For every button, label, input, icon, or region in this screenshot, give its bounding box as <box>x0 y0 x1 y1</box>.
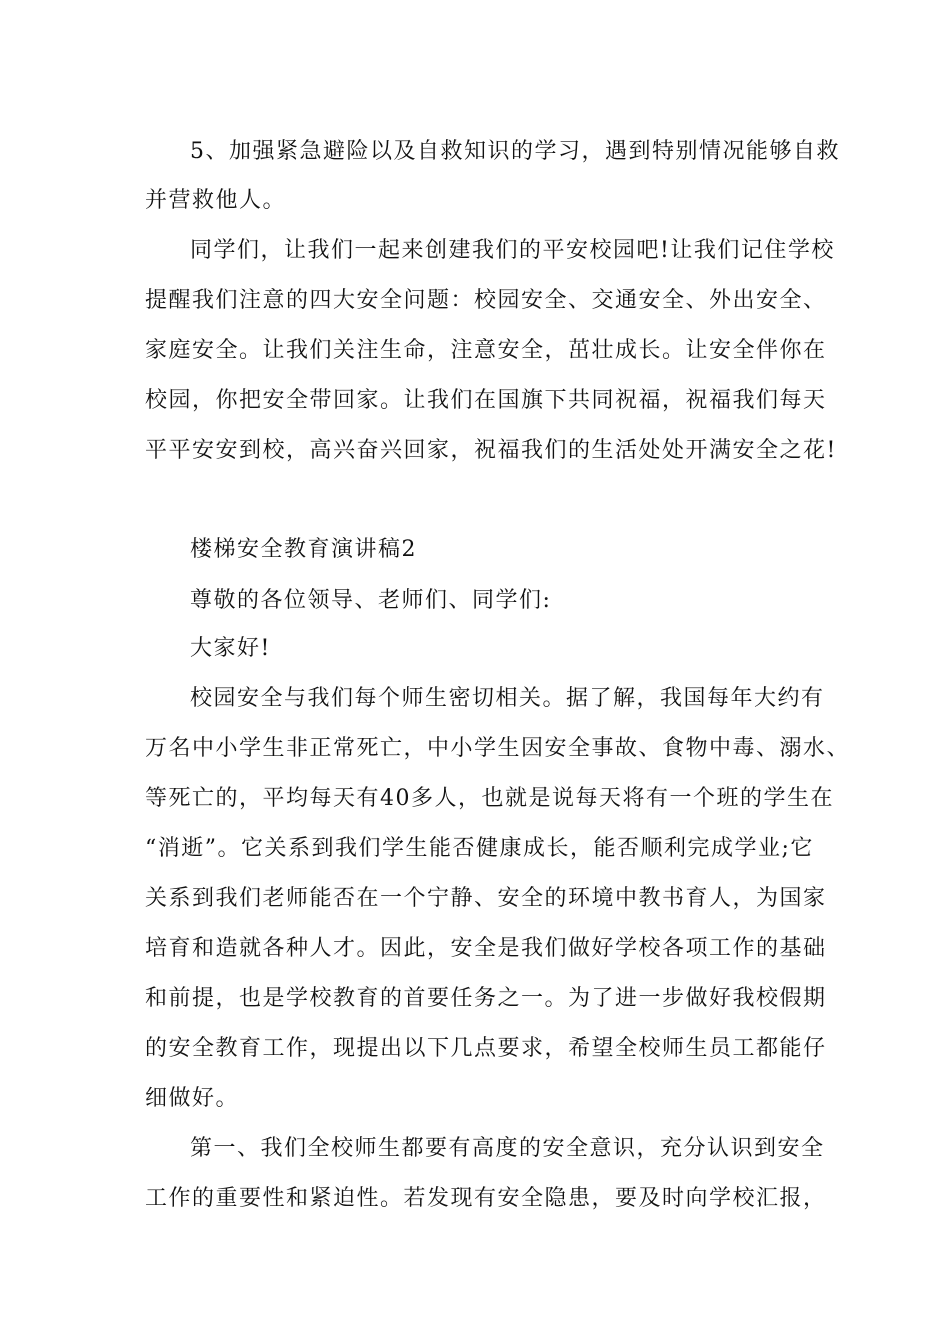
text-line: 万名中小学生非正常死亡，中小学生因安全事故、食物中毒、溺水、 <box>145 736 851 761</box>
text-line: 工作的重要性和紧迫性。若发现有安全隐患，要及时向学校汇报， <box>145 1186 827 1211</box>
text-line: 的安全教育工作，现提出以下几点要求，希望全校师生员工都能仔 <box>145 1036 827 1061</box>
text-line: 同学们，让我们一起来创建我们的平安校园吧!让我们记住学校 <box>190 238 835 263</box>
text-line: 家庭安全。让我们关注生命，注意安全，茁壮成长。让安全伴你在 <box>145 338 827 363</box>
text-line: 和前提，也是学校教育的首要任务之一。为了进一步做好我校假期 <box>145 986 827 1011</box>
text-line: 第一、我们全校师生都要有高度的安全意识，充分认识到安全 <box>190 1136 825 1161</box>
text-line: 校园，你把安全带回家。让我们在国旗下共同祝福，祝福我们每天 <box>145 388 827 413</box>
section-title: 楼梯安全教育演讲稿2 <box>190 537 417 562</box>
text-line: “消逝”。它关系到我们学生能否健康成长，能否顺利完成学业;它 <box>145 836 814 861</box>
salutation: 尊敬的各位领导、老师们、同学们: <box>190 588 552 613</box>
text-line: 平平安安到校，高兴奋兴回家，祝福我们的生活处处开满安全之花! <box>145 438 837 463</box>
greeting: 大家好! <box>190 636 271 661</box>
text-line: 培育和造就各种人才。因此，安全是我们做好学校各项工作的基础 <box>145 936 827 961</box>
text-line: 等死亡的，平均每天有40多人，也就是说每天将有一个班的学生在 <box>145 786 834 811</box>
text-line: 关系到我们老师能否在一个宁静、安全的环境中教书育人，为国家 <box>145 886 827 911</box>
text-line: 校园安全与我们每个师生密切相关。据了解，我国每年大约有 <box>190 686 825 711</box>
text-line: 提醒我们注意的四大安全问题：校园安全、交通安全、外出安全、 <box>145 288 827 313</box>
text-line: 5、加强紧急避险以及自救知识的学习，遇到特别情况能够自救 <box>190 139 840 164</box>
text-line: 细做好。 <box>145 1086 240 1111</box>
text-line: 并营救他人。 <box>145 188 287 213</box>
